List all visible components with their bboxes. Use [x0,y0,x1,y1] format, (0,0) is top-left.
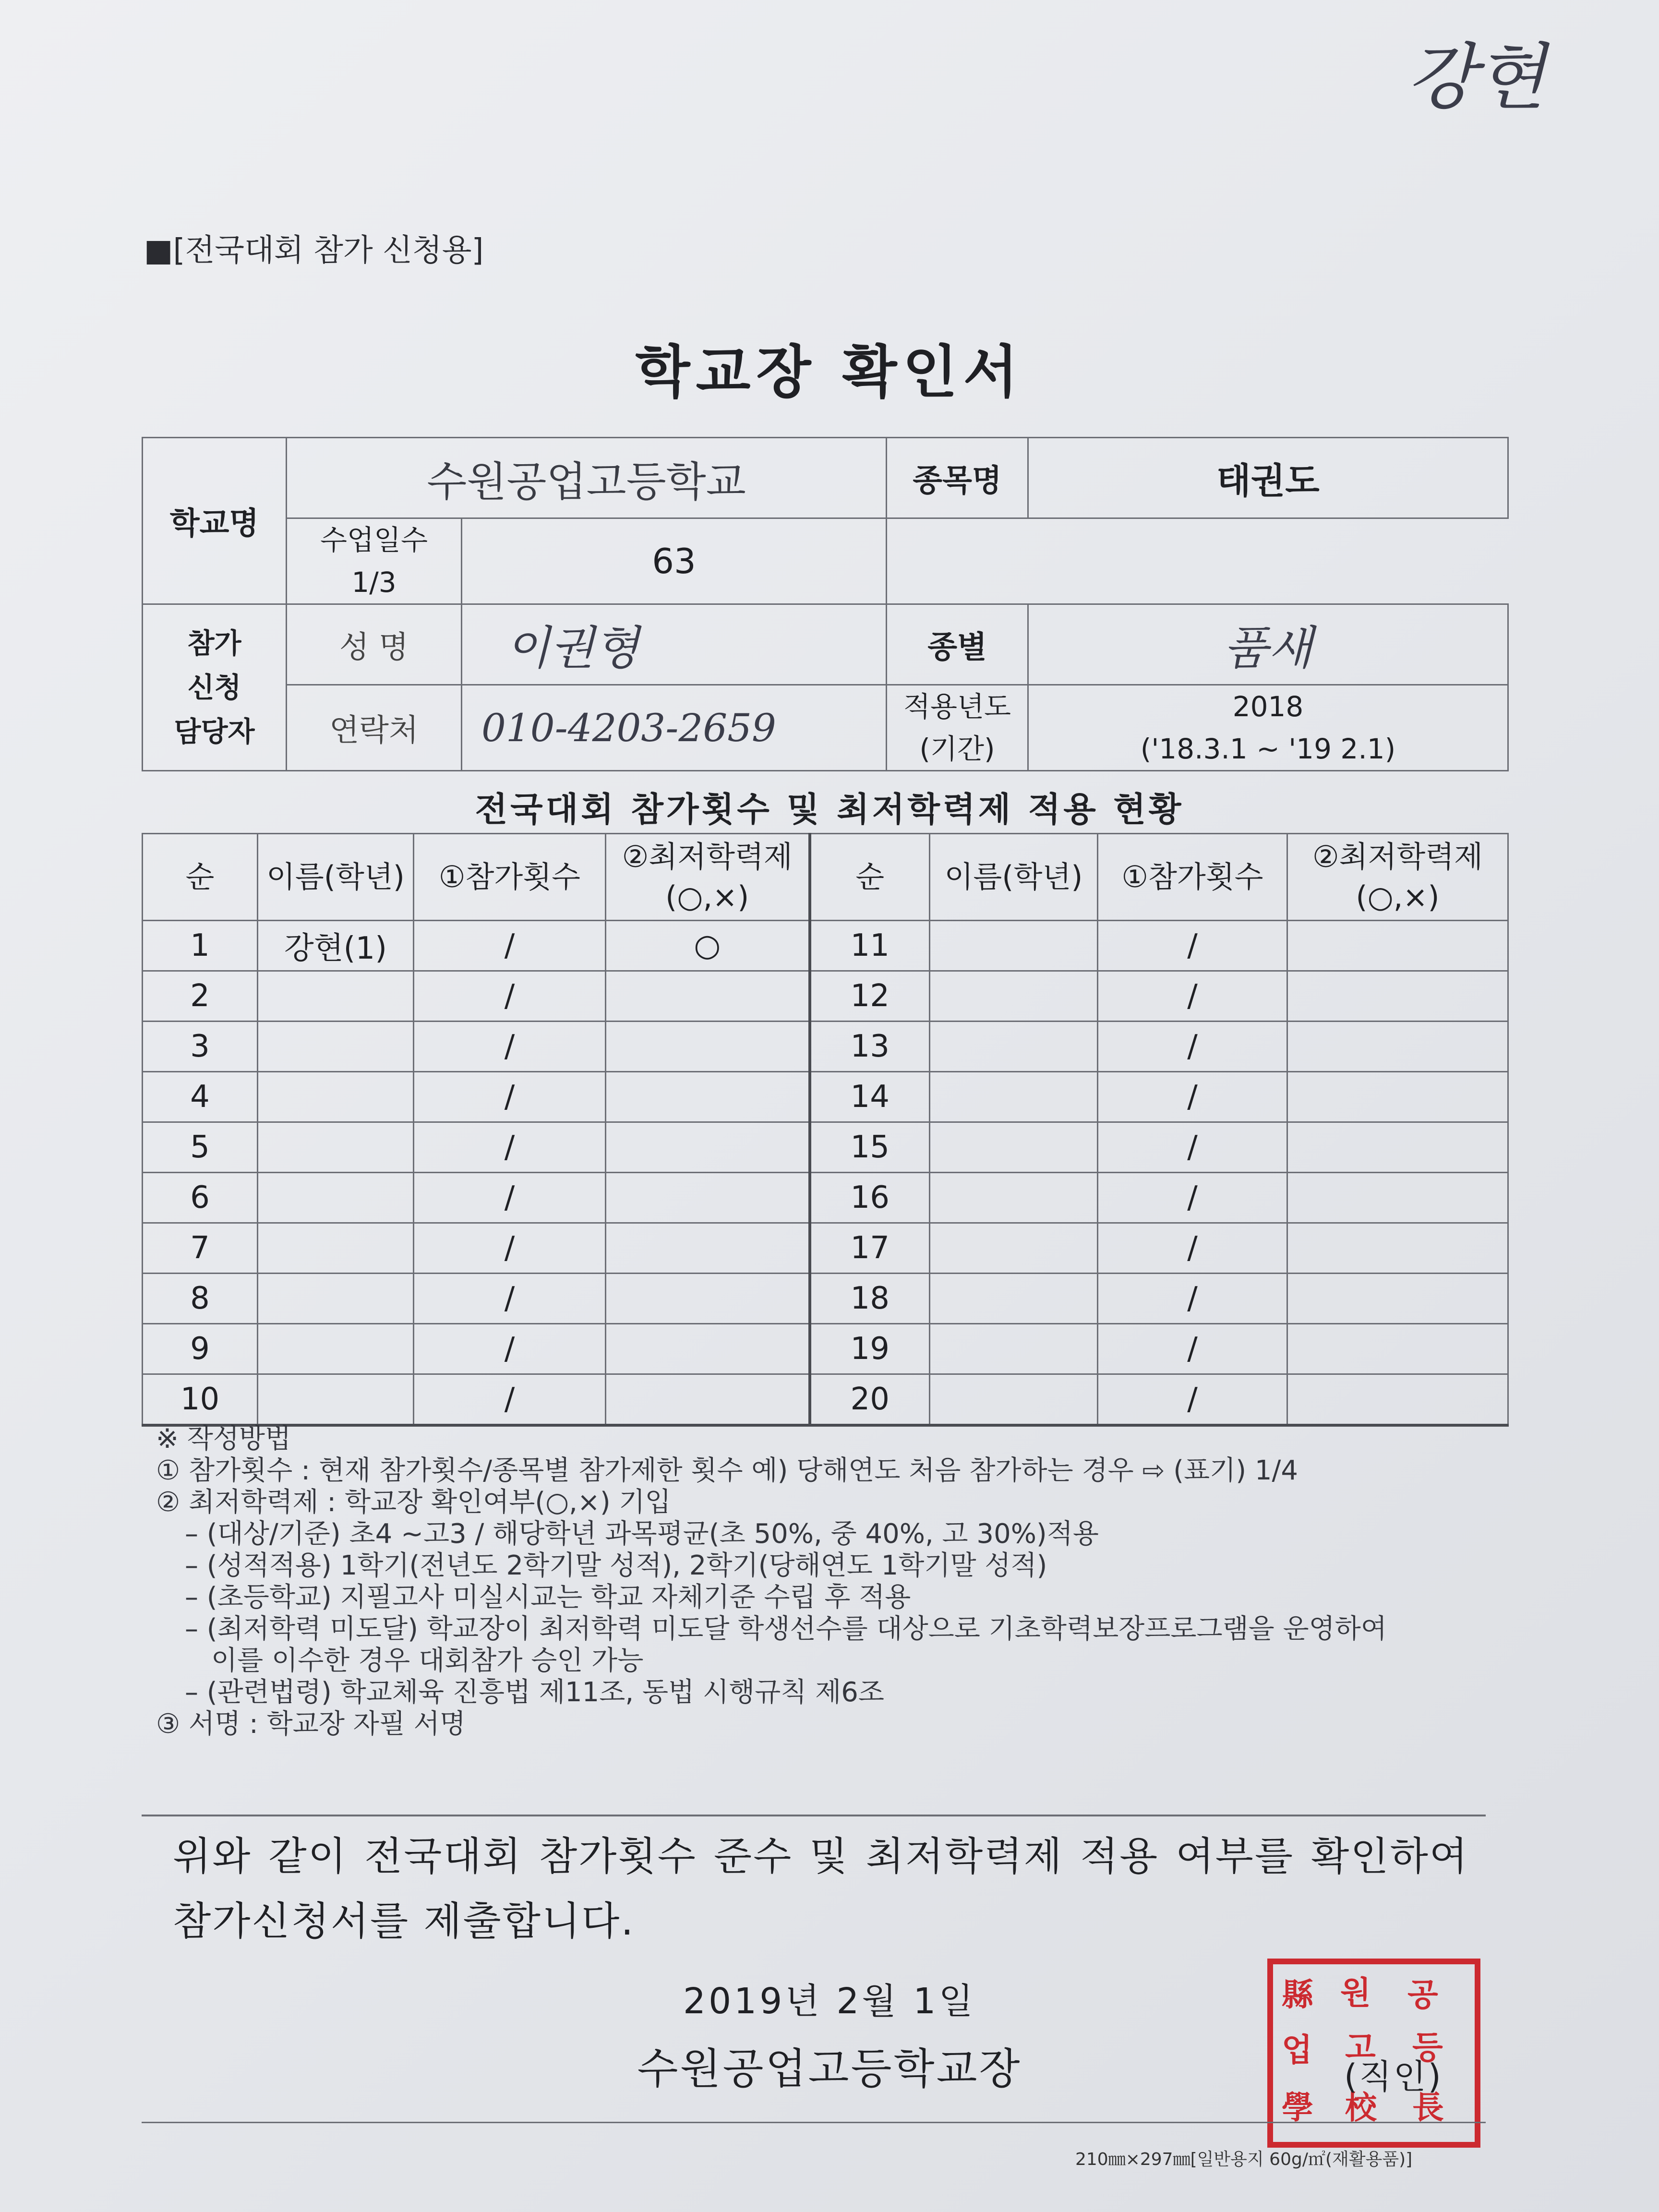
row-count: / [1098,1374,1287,1426]
row-no: 7 [143,1223,258,1274]
contact-value: 010-4203-2659 [462,685,887,771]
col-header-min-standard [606,834,810,921]
table-row [143,921,1508,971]
instructions [156,1423,1500,1740]
row-count: / [1098,1324,1287,1374]
table-row [143,971,1508,1022]
applicant-label-line1: 참가 [187,627,241,660]
table-row [143,1072,1508,1122]
table-row [143,1274,1508,1324]
row-count: / [1098,1223,1287,1274]
row-no: 11 [810,921,930,971]
footer-divider [142,2122,1486,2123]
row-count: / [1098,1072,1287,1122]
divider [142,1815,1486,1816]
table-row [143,1223,1508,1274]
row-count: / [1098,1022,1287,1072]
category-value: 품새 [1028,604,1508,685]
row-no: 12 [810,971,930,1022]
row-count: / [414,1022,606,1072]
category-label: 종별 [887,604,1028,685]
row-min-standard [606,1022,810,1072]
row-no: 13 [810,1022,930,1072]
row-min-standard [1287,1374,1508,1426]
year-period: ('18.3.1 ~ '19 2.1) [1140,733,1396,765]
row-min-standard [1287,1022,1508,1072]
col-header-name: 이름(학년) [258,834,414,921]
row-no: 6 [143,1173,258,1223]
sign-date: 2019년 2월 1일 [683,1981,976,2022]
applicant-label-line3: 담당자 [174,715,255,748]
row-name [930,1122,1098,1173]
row-count: / [414,1274,606,1324]
row-min-standard [1287,971,1508,1022]
contact-label: 연락처 [287,685,462,771]
row-min-standard [606,1324,810,1374]
row-count: / [1098,921,1287,971]
class-days-label-line2: 1/3 [351,566,397,599]
row-count: / [414,1324,606,1374]
row-min-standard [606,1374,810,1426]
instruction-line: ① 참가횟수 : 현재 참가횟수/종목별 참가제한 횟수 예) 당해연도 처음 참가하는 경우 ⇨ (표기) 1/4 [156,1455,1298,1486]
row-count: / [414,1173,606,1223]
col-header-count: ①참가횟수 [414,834,606,921]
row-no: 3 [143,1022,258,1072]
row-no: 9 [143,1324,258,1374]
row-name [258,971,414,1022]
form-usage-tag [144,226,484,270]
row-no: 4 [143,1072,258,1122]
table-row [143,1374,1508,1426]
table-row [143,1122,1508,1173]
row-count: / [414,1374,606,1426]
document-title: 학교장 확인서 [635,339,1024,405]
instruction-line: – (초등학교) 지필고사 미실시교는 학교 자체기준 수립 후 적용 [185,1582,911,1613]
year-label-line1: 적용년도 [903,690,1011,723]
row-no: 10 [143,1374,258,1426]
principal-title: 수원공업고등학교장 [637,2044,1022,2093]
col-header-name: 이름(학년) [930,834,1098,921]
instruction-line: ② 최저학력제 : 학교장 확인여부(○,×) 기입 [156,1487,671,1518]
paper-spec: 210㎜×297㎜[일반용지 60g/㎡(재활용품)] [1075,2150,1413,2169]
school-name-value: 수원공업고등학교 [287,438,887,518]
row-count: / [1098,1173,1287,1223]
seal-label: (직인) [1344,2057,1443,2096]
participation-table [142,833,1509,1427]
row-min-standard [606,1274,810,1324]
instruction-line: 이를 이수한 경우 대회참가 승인 가능 [211,1645,644,1676]
row-name [930,1274,1098,1324]
instruction-line: ③ 서명 : 학교장 자필 서명 [156,1708,466,1740]
row-name [930,1324,1098,1374]
min-standard-line2: (○,×) [1356,879,1440,914]
row-name [930,1173,1098,1223]
row-no: 19 [810,1324,930,1374]
section-title: 전국대회 참가횟수 및 최저학력제 적용 현황 [475,790,1184,829]
applicant-name-label: 성 명 [287,604,462,685]
row-name [258,1274,414,1324]
row-name [930,971,1098,1022]
row-count: / [1098,971,1287,1022]
instruction-line: – (관련법령) 학교체육 진흥법 제11조, 동법 시행규칙 제6조 [185,1677,885,1708]
row-min-standard [606,1072,810,1122]
row-no: 20 [810,1374,930,1426]
row-min-standard [1287,1274,1508,1324]
min-standard-line2: (○,×) [665,879,749,914]
row-name [930,921,1098,971]
row-no: 14 [810,1072,930,1122]
table-row [143,1324,1508,1374]
row-name [258,1374,414,1426]
applicant-label-line2: 신청 [187,671,241,704]
row-min-standard [1287,1223,1508,1274]
row-no: 15 [810,1122,930,1173]
header-tag-text: ■[전국대회 참가 신청용] [144,233,484,268]
class-days-label-line1: 수업일수 [320,524,428,556]
row-count: / [1098,1122,1287,1173]
info-table [142,437,1509,771]
row-name [258,1122,414,1173]
instruction-line: – (대상/기준) 초4 ~고3 / 해당학년 과목평균(초 50%, 중 40%, 고 30%)적용 [185,1518,1099,1550]
row-no: 16 [810,1173,930,1223]
row-name [258,1173,414,1223]
row-name [930,1072,1098,1122]
row-no: 17 [810,1223,930,1274]
sport-label: 종목명 [887,438,1028,518]
instruction-heading: ※ 작성방법 [156,1423,291,1455]
row-min-standard: ○ [606,921,810,971]
min-standard-line1: ②최저학력제 [1312,839,1483,874]
row-count: / [414,971,606,1022]
row-min-standard [606,971,810,1022]
applicant-label [143,604,287,771]
row-min-standard [1287,1173,1508,1223]
row-count: / [414,1122,606,1173]
row-min-standard [1287,1324,1508,1374]
row-no: 5 [143,1122,258,1173]
row-name [930,1223,1098,1274]
table-row [143,1173,1508,1223]
row-no: 8 [143,1274,258,1324]
row-no: 1 [143,921,258,971]
row-name [258,1324,414,1374]
row-min-standard [606,1223,810,1274]
row-no: 18 [810,1274,930,1324]
row-name [930,1374,1098,1426]
class-days-label [287,518,462,604]
row-min-standard [1287,1072,1508,1122]
row-min-standard [1287,1122,1508,1173]
year-label [887,685,1028,771]
instruction-line: – (성적적용) 1학기(전년도 2학기말 성적), 2학기(당해연도 1학기말 성적) [185,1550,1047,1581]
year-value-main: 2018 [1232,690,1304,723]
year-label-line2: (기간) [919,733,995,765]
row-count: / [414,921,606,971]
row-count: / [1098,1274,1287,1324]
row-min-standard [606,1173,810,1223]
row-min-standard [606,1122,810,1173]
row-name [930,1022,1098,1072]
sport-value: 태권도 [1028,438,1508,518]
year-value [1028,685,1508,771]
school-name-label: 학교명 [143,438,287,604]
confirmation-statement: 위와 같이 전국대회 참가횟수 준수 및 최저학력제 적용 여부를 확인하여 참가신청서를 제출합니다. [173,1834,1469,1944]
min-standard-line1: ②최저학력제 [622,839,793,874]
official-seal: 縣 원 공 업 고 등 學 校 長 [1267,1959,1480,2148]
row-no: 2 [143,971,258,1022]
row-count: / [414,1223,606,1274]
row-name [258,1022,414,1072]
row-count: / [414,1072,606,1122]
instruction-line: – (최저학력 미도달) 학교장이 최저학력 미도달 학생선수를 대상으로 기초학력보장프로그램을 운영하여 [185,1613,1387,1645]
table-row [143,1022,1508,1072]
corner-handwritten-note: 강현 [1407,36,1546,120]
applicant-name-value: 이권형 [462,604,887,685]
row-min-standard [1287,921,1508,971]
col-header-no: 순 [810,834,930,921]
col-header-no: 순 [143,834,258,921]
col-header-min-standard [1287,834,1508,921]
class-days-value: 63 [462,518,887,604]
row-name: 강현(1) [258,921,414,971]
col-header-count: ①참가횟수 [1098,834,1287,921]
row-name [258,1072,414,1122]
row-name [258,1223,414,1274]
